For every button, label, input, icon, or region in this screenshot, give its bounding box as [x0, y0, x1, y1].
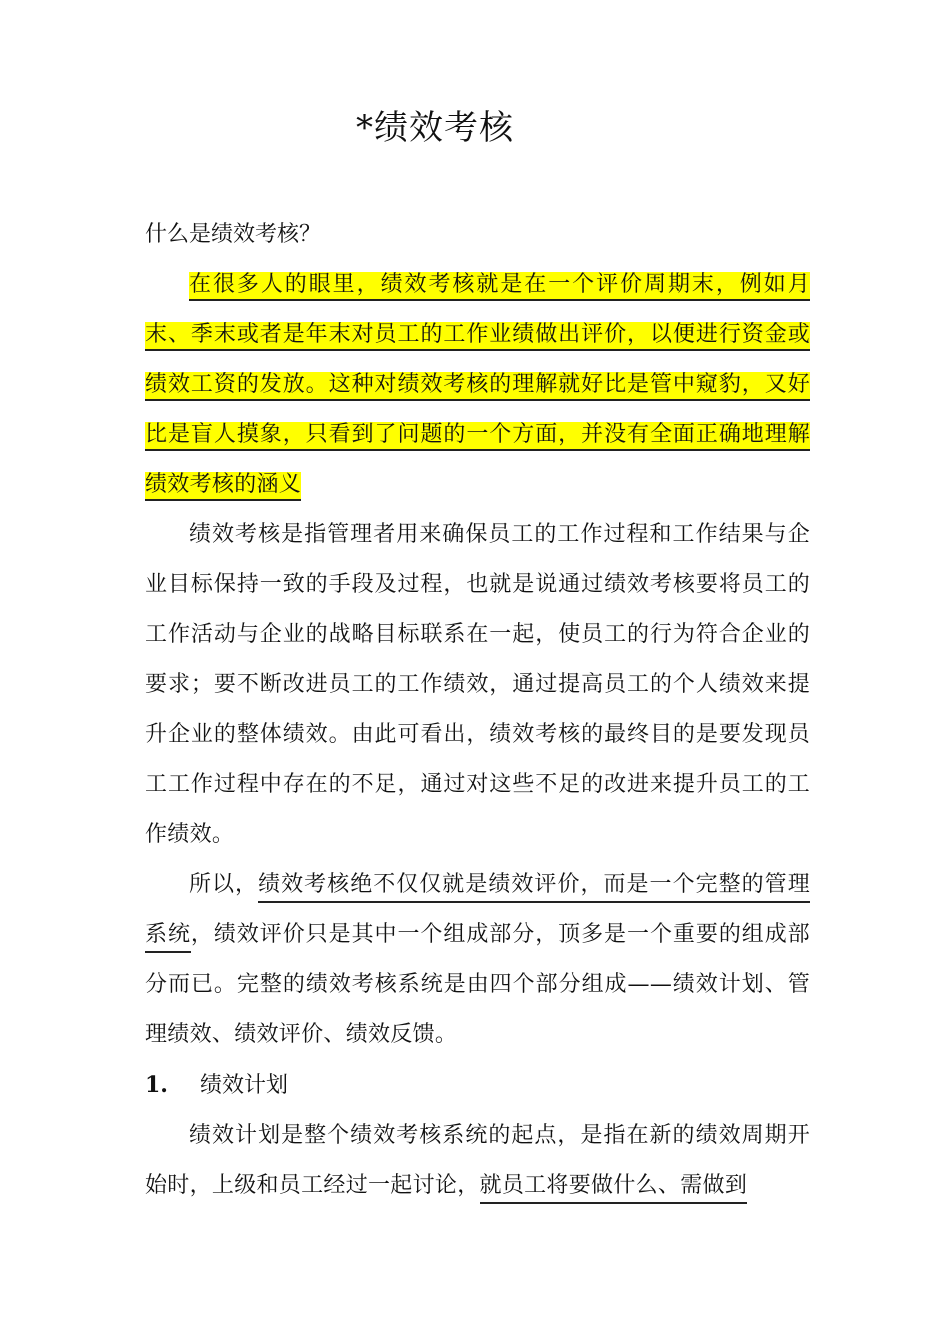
p3-rest: ，绩效评价只是其中一个组成部分，顶多是一个重要的组成部分而已。完整的绩效考核系统是由四个部分组成——绩效计划、管理绩效、绩效评价、绩效反馈。 — [145, 922, 810, 1047]
section-number: 1. — [145, 1072, 168, 1098]
p4-prefix: 绩效计划是整个绩效考核系统的起点，是指在新的绩效周期开始时，上级和员工经过一起讨论， — [145, 1123, 810, 1198]
highlighted-text: 在很多人的眼里，绩效考核就是在一个评价周期末，例如月末、季末或者是年末对员工的工作业绩做出评价，以便进行资金或绩效工资的发放。这种对绩效考核的理解就好比是管中窥豹，又好比是盲人摸象，只看到了问题的一个方面，并没有全面正确地理解绩效考核的涵义 — [145, 272, 810, 501]
underlined-text-2: 就员工将要做什么、需做到 — [480, 1173, 748, 1204]
document-body — [145, 210, 810, 1211]
paragraph-system — [145, 860, 810, 1060]
p3-prefix: 所以， — [189, 872, 259, 897]
document-title: *绩效考核 — [356, 108, 514, 148]
question-line: 什么是绩效考核？ — [145, 222, 322, 247]
paragraph-highlighted — [145, 260, 810, 510]
section-heading — [145, 1060, 810, 1111]
section-title: 绩效计划 — [200, 1073, 289, 1098]
paragraph-definition: 绩效考核是指管理者用来确保员工的工作过程和工作结果与企业目标保持一致的手段及过程，也就是说通过绩效考核要将员工的工作活动与企业的战略目标联系在一起，使员工的行为符合企业的要求；要不断改进员工的工作绩效，通过提高员工的个人绩效来提升企业的整体绩效。由此可看出，绩效考核的最终目的是要发现员工工作过程中存在的不足，通过对这些不足的改进来提升员工的工作绩效。 — [145, 522, 810, 847]
paragraph-plan — [145, 1111, 810, 1211]
underlined-text: 绩效考核绝不仅仅就是绩效评价，而是一个完整的管理系统 — [145, 872, 810, 953]
